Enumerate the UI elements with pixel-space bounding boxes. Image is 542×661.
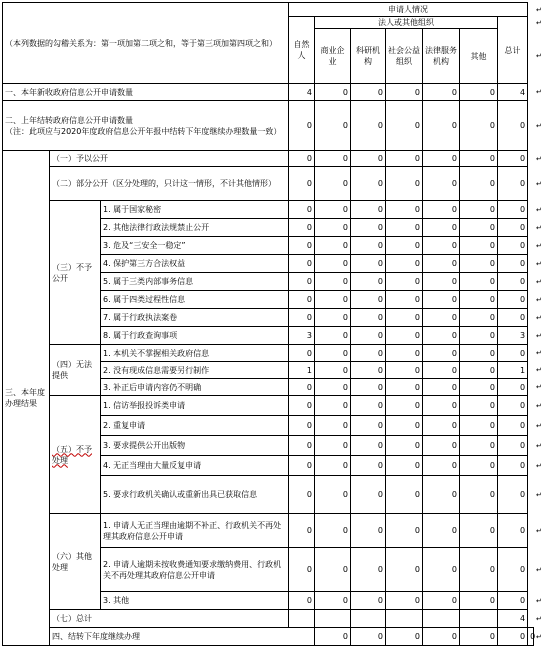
value-cell: 0 xyxy=(498,436,528,456)
section3-label: 三、本年度办理结果 xyxy=(3,151,50,646)
value-cell: 0 xyxy=(498,514,528,548)
value-cell: 0 xyxy=(315,345,351,362)
value-cell: 0 xyxy=(289,436,315,456)
value-cell: 0 xyxy=(386,476,423,514)
value-cell: 0 xyxy=(315,101,351,151)
value-cell: 0 xyxy=(498,548,528,592)
value-cell: 0 xyxy=(289,219,315,237)
row-end-mark: ↵ xyxy=(536,52,542,60)
row-end-mark: ↵ xyxy=(536,383,542,391)
value-cell: 0 xyxy=(289,379,315,396)
value-cell: 0 xyxy=(351,327,386,345)
value-cell: 0 xyxy=(289,237,315,255)
org-type-header: 其他 xyxy=(460,29,498,84)
table-row xyxy=(3,628,534,646)
value-cell: 0 xyxy=(386,309,423,327)
value-cell: 0 xyxy=(351,514,386,548)
value-cell: 0 xyxy=(351,476,386,514)
row-end-mark: ↵ xyxy=(536,422,542,430)
row-end-mark: ↵ xyxy=(536,242,542,250)
value-cell: 0 xyxy=(351,167,386,201)
value-cell: 0 xyxy=(423,101,460,151)
value-cell: 0 xyxy=(386,273,423,291)
value-cell: 0 xyxy=(460,291,498,309)
value-cell: 0 xyxy=(460,362,498,379)
value-cell: 0 xyxy=(289,201,315,219)
value-cell: 0 xyxy=(351,201,386,219)
value-cell: 0 xyxy=(498,219,528,237)
value-cell: 0 xyxy=(386,548,423,592)
value-cell: 0 xyxy=(351,379,386,396)
value-cell: 0 xyxy=(498,396,528,416)
row-label: 3. 要求提供公开出版物 xyxy=(101,436,289,456)
value-cell: 0 xyxy=(386,514,423,548)
group-label-text: （五）不予处理 xyxy=(52,444,92,465)
row-label-main: 二、上年结转政府信息公开申请数量 xyxy=(5,115,133,125)
value-cell: 0 xyxy=(315,476,351,514)
value-cell: 0 xyxy=(498,379,528,396)
value-cell: 0 xyxy=(460,309,498,327)
value-cell: 0 xyxy=(315,379,351,396)
value-cell: 0 xyxy=(423,327,460,345)
value-cell: 0 xyxy=(423,362,460,379)
value-cell: 0 xyxy=(460,436,498,456)
value-cell: 0 xyxy=(386,628,423,646)
value-cell: 0 xyxy=(386,592,423,610)
value-cell: 0 xyxy=(386,167,423,201)
value-cell: 0 xyxy=(386,327,423,345)
value-cell: 0 xyxy=(460,201,498,219)
table-row xyxy=(3,151,534,167)
total-header: 总计 xyxy=(498,17,528,84)
annual-report-table xyxy=(2,2,534,646)
row-end-mark: ↵ xyxy=(536,296,542,304)
row-label: 1. 信访举报投诉类申请 xyxy=(101,396,289,416)
row-label: 2. 没有现成信息需要另行制作 xyxy=(101,362,289,379)
row-label: 3. 危及“三安全一稳定” xyxy=(101,237,289,255)
row-label: 4. 保护第三方合法权益 xyxy=(101,255,289,273)
row-end-mark: ↵ xyxy=(536,366,542,374)
value-cell: 0 xyxy=(460,219,498,237)
value-cell: 0 xyxy=(289,291,315,309)
value-cell: 0 xyxy=(460,345,498,362)
row-label: 7. 属于行政执法案卷 xyxy=(101,309,289,327)
row-end-mark: ↵ xyxy=(536,260,542,268)
row-end-mark: ↵ xyxy=(536,88,542,96)
row-end-mark: ↵ xyxy=(536,462,542,470)
value-cell: 4 xyxy=(289,84,315,101)
value-cell xyxy=(386,610,423,628)
value-cell: 0 xyxy=(498,151,528,167)
row-label: 2. 申请人逾期未按收费通知要求缴纳费用、行政机关不再处理其政府信息公开申请 xyxy=(101,548,289,592)
value-cell: 0 xyxy=(315,84,351,101)
value-cell: 0 xyxy=(423,237,460,255)
row-label: 5. 要求行政机关确认或重新出具已获取信息 xyxy=(101,476,289,514)
row-end-mark: ↵ xyxy=(536,615,542,623)
value-cell: 3 xyxy=(498,327,528,345)
row-label: 1. 申请人无正当理由逾期不补正、行政机关不再处理其政府信息公开申请 xyxy=(101,514,289,548)
value-cell: 0 xyxy=(460,476,498,514)
value-cell: 0 xyxy=(289,273,315,291)
value-cell: 0 xyxy=(460,273,498,291)
value-cell xyxy=(289,610,315,628)
value-cell: 0 xyxy=(498,273,528,291)
value-cell: 0 xyxy=(423,255,460,273)
value-cell: 0 xyxy=(460,101,498,151)
row-end-mark: ↵ xyxy=(536,314,542,322)
row-label: 3. 补正后申请内容仍不明确 xyxy=(101,379,289,396)
row-end-marks xyxy=(536,0,542,661)
value-cell: 4 xyxy=(498,84,528,101)
value-cell: 0 xyxy=(386,379,423,396)
value-cell: 3 xyxy=(289,327,315,345)
row-end-mark: ↵ xyxy=(536,566,542,574)
legal-or-org-header: 法人或其他组织 xyxy=(315,17,498,29)
value-cell: 0 xyxy=(423,379,460,396)
value-cell: 0 xyxy=(315,592,351,610)
value-cell: 0 xyxy=(460,548,498,592)
row-label xyxy=(3,101,289,151)
row-label: 6. 属于四类过程性信息 xyxy=(101,291,289,309)
value-cell: 0 xyxy=(460,592,498,610)
value-cell: 0 xyxy=(289,514,315,548)
table-row xyxy=(3,396,534,416)
value-cell: 0 xyxy=(460,151,498,167)
value-cell: 0 xyxy=(351,396,386,416)
value-cell: 0 xyxy=(315,416,351,436)
row-label: 1. 本机关不掌握相关政府信息 xyxy=(101,345,289,362)
value-cell: 0 xyxy=(289,101,315,151)
value-cell: 0 xyxy=(315,151,351,167)
value-cell: 0 xyxy=(315,396,351,416)
value-cell: 0 xyxy=(423,201,460,219)
value-cell: 0 xyxy=(315,201,351,219)
value-cell: 0 xyxy=(315,456,351,476)
value-cell: 0 xyxy=(315,167,351,201)
row-end-mark: ↵ xyxy=(536,180,542,188)
value-cell: 0 xyxy=(498,201,528,219)
value-cell: 0 xyxy=(289,151,315,167)
value-cell: 0 xyxy=(498,416,528,436)
row-end-mark: ↵ xyxy=(536,349,542,357)
group-label xyxy=(50,396,101,514)
value-cell: 0 xyxy=(460,327,498,345)
value-cell: 0 xyxy=(386,436,423,456)
value-cell: 0 xyxy=(289,309,315,327)
org-type-header: 社会公益组织 xyxy=(386,29,423,84)
value-cell: 0 xyxy=(423,592,460,610)
value-cell: 0 xyxy=(289,345,315,362)
value-cell: 1 xyxy=(289,362,315,379)
value-cell: 4 xyxy=(498,610,528,628)
value-cell: 0 xyxy=(386,255,423,273)
value-cell: 0 xyxy=(460,416,498,436)
value-cell: 0 xyxy=(498,309,528,327)
value-cell xyxy=(460,610,498,628)
value-cell: 0 xyxy=(315,327,351,345)
value-cell: 1 xyxy=(498,362,528,379)
value-cell: 0 xyxy=(528,628,534,646)
value-cell: 0 xyxy=(351,436,386,456)
value-cell: 0 xyxy=(423,219,460,237)
value-cell: 0 xyxy=(423,273,460,291)
row-label: 5. 属于三类内部事务信息 xyxy=(101,273,289,291)
value-cell: 0 xyxy=(351,219,386,237)
value-cell: 0 xyxy=(315,273,351,291)
row-label: 8. 属于行政查询事项 xyxy=(101,327,289,345)
group-label: （四）无法提供 xyxy=(50,345,101,396)
table-row xyxy=(3,345,534,362)
value-cell: 0 xyxy=(289,592,315,610)
value-cell: 0 xyxy=(498,237,528,255)
value-cell: 0 xyxy=(386,237,423,255)
row-end-mark: ↵ xyxy=(536,155,542,163)
value-cell: 0 xyxy=(498,167,528,201)
value-cell: 0 xyxy=(460,379,498,396)
row-label: 一、本年新收政府信息公开申请数量 xyxy=(3,84,289,101)
row-label: 1. 属于国家秘密 xyxy=(101,201,289,219)
value-cell: 0 xyxy=(351,237,386,255)
value-cell: 0 xyxy=(289,396,315,416)
value-cell: 0 xyxy=(315,514,351,548)
value-cell: 0 xyxy=(315,309,351,327)
value-cell: 0 xyxy=(315,219,351,237)
row-end-mark: ↵ xyxy=(536,278,542,286)
table-row xyxy=(3,201,534,219)
value-cell: 0 xyxy=(460,255,498,273)
value-cell: 0 xyxy=(423,396,460,416)
row-end-mark: ↵ xyxy=(536,122,542,130)
value-cell: 0 xyxy=(386,291,423,309)
row-end-mark: ↵ xyxy=(536,633,542,641)
value-cell: 0 xyxy=(423,167,460,201)
value-cell: 0 xyxy=(386,345,423,362)
value-cell: 0 xyxy=(351,345,386,362)
row-end-mark: ↵ xyxy=(536,597,542,605)
value-cell: 0 xyxy=(498,255,528,273)
value-cell: 0 xyxy=(460,514,498,548)
value-cell: 0 xyxy=(289,548,315,592)
value-cell: 0 xyxy=(386,151,423,167)
value-cell: 0 xyxy=(423,151,460,167)
value-cell: 0 xyxy=(423,476,460,514)
row-end-mark: ↵ xyxy=(536,402,542,410)
table-row xyxy=(3,101,534,151)
row-end-mark: ↵ xyxy=(536,332,542,340)
value-cell: 0 xyxy=(386,84,423,101)
table-row xyxy=(3,514,534,548)
row-end-mark: ↵ xyxy=(536,19,542,27)
value-cell: 0 xyxy=(460,237,498,255)
value-cell: 0 xyxy=(289,167,315,201)
row-label: （一）予以公开 xyxy=(50,151,289,167)
value-cell: 0 xyxy=(498,291,528,309)
value-cell: 0 xyxy=(423,345,460,362)
value-cell: 0 xyxy=(460,628,498,646)
value-cell: 0 xyxy=(423,84,460,101)
value-cell: 0 xyxy=(386,101,423,151)
table-row xyxy=(3,84,534,101)
value-cell: 0 xyxy=(351,628,386,646)
value-cell: 0 xyxy=(423,416,460,436)
value-cell: 0 xyxy=(386,456,423,476)
row-label: 2. 重复申请 xyxy=(101,416,289,436)
org-type-header: 商业企业 xyxy=(315,29,351,84)
value-cell xyxy=(351,610,386,628)
row-label-note: （注：此项应与2020年度政府信息公开年报中结转下年度继续办理数量一致） xyxy=(5,126,282,136)
value-cell: 0 xyxy=(351,291,386,309)
value-cell: 0 xyxy=(351,255,386,273)
value-cell: 0 xyxy=(315,436,351,456)
org-type-header: 法律服务机构 xyxy=(423,29,460,84)
row-end-mark: ↵ xyxy=(536,491,542,499)
value-cell xyxy=(315,610,351,628)
value-cell: 0 xyxy=(386,201,423,219)
value-cell: 0 xyxy=(386,416,423,436)
row-end-mark: ↵ xyxy=(536,527,542,535)
value-cell: 0 xyxy=(460,456,498,476)
value-cell xyxy=(423,610,460,628)
value-cell: 0 xyxy=(423,548,460,592)
org-type-header: 科研机构 xyxy=(351,29,386,84)
value-cell: 0 xyxy=(351,309,386,327)
value-cell: 0 xyxy=(315,291,351,309)
value-cell: 0 xyxy=(351,592,386,610)
row-label: 四、结转下年度继续办理 xyxy=(50,628,315,646)
row-label: 3. 其他 xyxy=(101,592,289,610)
row-label: 2. 其他法律行政法规禁止公开 xyxy=(101,219,289,237)
value-cell: 0 xyxy=(351,416,386,436)
value-cell: 0 xyxy=(423,436,460,456)
value-cell: 0 xyxy=(423,628,460,646)
value-cell: 0 xyxy=(289,476,315,514)
value-cell: 0 xyxy=(315,628,351,646)
value-cell: 0 xyxy=(351,548,386,592)
row-end-mark: ↵ xyxy=(536,206,542,214)
value-cell: 0 xyxy=(460,396,498,416)
value-cell: 0 xyxy=(351,362,386,379)
value-cell: 0 xyxy=(315,548,351,592)
row-end-mark: ↵ xyxy=(536,442,542,450)
value-cell: 0 xyxy=(289,255,315,273)
value-cell: 0 xyxy=(315,362,351,379)
value-cell: 0 xyxy=(498,101,528,151)
value-cell: 0 xyxy=(386,219,423,237)
value-cell: 0 xyxy=(351,101,386,151)
group-label: （三）不予公开 xyxy=(50,201,101,345)
value-cell: 0 xyxy=(351,273,386,291)
natural-person-header: 自然人 xyxy=(289,17,315,84)
row-end-mark: ↵ xyxy=(536,224,542,232)
row-label: （二）部分公开（区分处理的，只计这一情形，不计其他情形） xyxy=(50,167,289,201)
value-cell: 0 xyxy=(351,84,386,101)
value-cell: 0 xyxy=(386,362,423,379)
row-label: 4. 无正当理由大量反复申请 xyxy=(101,456,289,476)
value-cell: 0 xyxy=(351,456,386,476)
row-label: （七）总计 xyxy=(50,610,289,628)
value-cell: 0 xyxy=(498,476,528,514)
value-cell: 0 xyxy=(423,456,460,476)
value-cell: 0 xyxy=(289,416,315,436)
value-cell: 0 xyxy=(423,309,460,327)
value-cell: 0 xyxy=(386,396,423,416)
group-label: （六）其他处理 xyxy=(50,514,101,610)
value-cell: 0 xyxy=(498,345,528,362)
row-end-mark: ↵ xyxy=(536,6,542,14)
value-cell: 0 xyxy=(289,456,315,476)
value-cell: 0 xyxy=(315,255,351,273)
applicant-info-header: 申请人情况 xyxy=(289,3,528,17)
value-cell: 0 xyxy=(423,514,460,548)
relation-note-cell: （本列数据的勾稽关系为：第一项加第二项之和，等于第三项加第四项之和） xyxy=(3,3,289,84)
value-cell: 0 xyxy=(460,84,498,101)
value-cell: 0 xyxy=(498,592,528,610)
value-cell: 0 xyxy=(423,291,460,309)
table-row xyxy=(3,167,534,201)
value-cell: 0 xyxy=(460,167,498,201)
value-cell: 0 xyxy=(315,237,351,255)
value-cell: 0 xyxy=(498,628,528,646)
table-row xyxy=(3,610,534,628)
value-cell: 0 xyxy=(351,151,386,167)
value-cell: 0 xyxy=(498,456,528,476)
